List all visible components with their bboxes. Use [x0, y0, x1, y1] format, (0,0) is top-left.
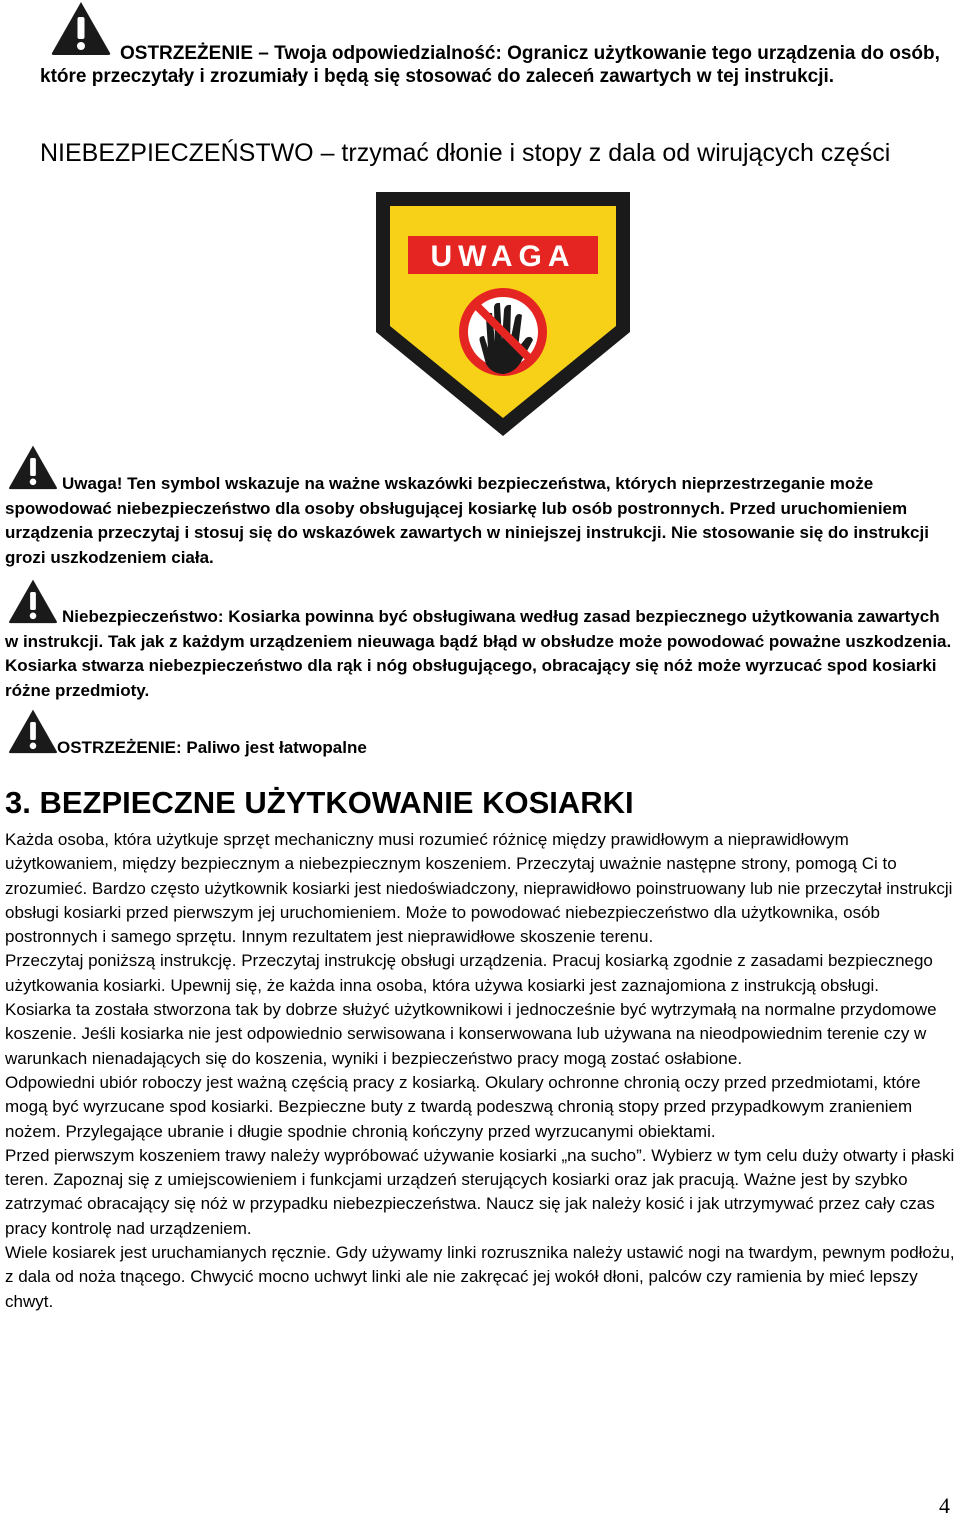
warning-danger: Niebezpieczeństwo: Kosiarka powinna być obsługiwana według zasad bezpiecznego użytkowania zawartych w instrukcji. Tak jak z każdym urządzeniem nieuwaga bądź błąd w obsłudze może powodować poważne uszkodzenia. Kosiarka stwarza niebezpieczeństwo dla rąk i nóg obsługującego, obracający się nóż może wyrzucać spod kosiarki różne przedmioty. — [5, 607, 952, 700]
paragraph: Wiele kosiarek jest uruchamianych ręcznie. Gdy używamy linki rozrusznika należy ustawić nogi na twardym, pewnym podłożu, z dala od noża tnącego. Chwycić mocno uchwyt linki ale nie zakręcać jej wokół dłoni, palców czy ramienia by mieć lepszy chwyt. — [5, 1243, 955, 1311]
section-body — [5, 828, 955, 1314]
warning-fuel-flammable: OSTRZEŻENIE: Paliwo jest łatwopalne — [57, 738, 367, 757]
paragraph: Przed pierwszym koszeniem trawy należy wypróbować używanie kosiarki „na sucho”. Wybierz w tym celu duży otwarty i płaski teren. Zapoznaj się z umiejscowieniem i funkcjami urządzeń sterujących kosiarki oraz jak pracują. Ważne jest by szybko zatrzymać obracający się nóż w przypadku niebezpieczeństwa. Naucz się jak należy kosić i jak utrzymywać przez cały czas pracy kontrolę nad urządzeniem. — [5, 1145, 955, 1238]
section-heading: 3. BEZPIECZNE UŻYTKOWANIE KOSIARKI — [5, 785, 634, 820]
badge-label: UWAGA — [430, 240, 576, 273]
warning-responsibility: OSTRZEŻENIE – Twoja odpowiedzialność: Ogranicz użytkowanie tego urządzenia do osób, które przeczytały i zrozumiały i będą się stosować do zaleceń zawartych w tej instrukcji. — [40, 43, 940, 87]
paragraph: Odpowiedni ubiór roboczy jest ważną częścią pracy z kosiarką. Okulary ochronne chronią oczy przed przedmiotami, które mogą być wyrzucane spod kosiarki. Bezpieczne buty z twardą podeszwą chronią stopy przed przypadkowym zranieniem nożem. Przylegające ubranie i długie spodnie chronią kończyny przed wyrzucanymi obiektami. — [5, 1072, 921, 1141]
paragraph: Kosiarka ta została stworzona tak by dobrze służyć użytkownikowi i jednocześnie być wytrzymałą na normalne przydomowe koszenie. Jeśli kosiarka nie jest odpowiednio serwisowana i konserwowana lub używana na nieodpowiednim terenie czy w warunkach nienadających się do koszenia, wyniki i bezpieczeństwo pracy mogą zostać osłabione. — [5, 1000, 937, 1068]
uwaga-badge-graphic — [376, 192, 630, 436]
danger-rotating-parts: NIEBEZPIECZEŃSTWO – trzymać dłonie i stopy z dala od wirujących części — [40, 139, 891, 167]
paragraph: Każda osoba, która użytkuje sprzęt mechaniczny musi rozumieć różnicę między prawidłowym a nieprawidłowym użytkowaniem, między bezpiecznym a niebezpiecznym koszeniem. Przeczytaj uważnie następne strony, pomogą Ci to zrozumieć. Bardzo często użytkownik kosiarki jest niedoświadczony, nieprawidłowo poinstruowany lub nie przeczytał instrukcji obsługi kosiarki przed pierwszym jej uruchomieniem. Może to powodować niebezpieczeństwo dla użytkownika, osób postronnych i samego sprzętu. Innym rezultatem jest nieprawidłowe skoszenie terenu. — [5, 830, 953, 947]
warning-attention: Uwaga! Ten symbol wskazuje na ważne wskazówki bezpieczeństwa, których nieprzestrzeganie może spowodować niebezpieczeństwo dla osoby obsługującej kosiarkę lub osób postronnych. Przed uruchomieniem urządzenia przeczytaj i stosuj się do wskazówek zawartych w niniejszej instrukcji. Nie stosowanie się do instrukcji grozi uszkodzeniem ciała. — [5, 474, 929, 567]
uwaga-badge — [376, 192, 630, 436]
paragraph: Przeczytaj poniższą instrukcję. Przeczytaj instrukcję obsługi urządzenia. Pracuj kosiarką zgodnie z zasadami bezpiecznego użytkowania kosiarki. Upewnij się, że każda inna osoba, która używa kosiarki jest zaznajomiona z instrukcją obsługi. — [5, 951, 933, 995]
page-number: 4 — [939, 1493, 950, 1518]
warning-triangle-icon — [7, 708, 59, 754]
